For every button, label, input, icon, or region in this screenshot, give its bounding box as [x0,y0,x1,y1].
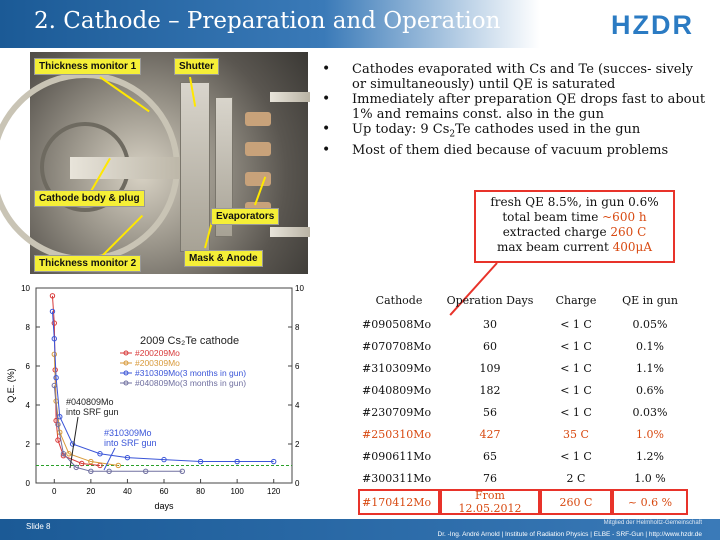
annotation-label: into SRF gun [66,407,119,417]
y-tick-label: 2 [25,440,30,449]
cell-charge: < 1 C [560,383,592,397]
y-tick-label: 10 [21,284,30,293]
bullet-list [322,62,707,158]
table-row [358,423,688,445]
cell-cathode: #170412Mo [358,489,440,515]
chart-title: 2009 Cs₂Te cathode [140,335,240,347]
table-row [358,357,688,379]
y-tick-label: 4 [25,401,30,410]
annotation-label: #040809Mo [66,397,114,407]
cell-days: 56 [483,405,497,419]
y-axis-label: Q.E. (%) [6,368,16,403]
legend-label: #200309Mo [135,358,180,368]
bullet-item: • Cathodes evaporated with Cs and Te (succes- sively or simultaneously) until QE is saturated [322,62,707,92]
y-tick-label: 8 [25,323,30,332]
label-cathode-body: Cathode body & plug [34,190,145,207]
evaporator-3 [245,172,271,186]
table-row [358,313,688,335]
label-shutter: Shutter [174,58,219,75]
x-tick-label: 120 [267,487,281,496]
slide-number: Slide 8 [26,522,51,531]
cell-charge: < 1 C [560,449,592,463]
callout-line: extracted charge 260 C [502,225,647,239]
y-tick-label-right: 0 [295,479,300,488]
cell-charge: < 1 C [560,317,592,331]
cell-qe: 0.03% [632,405,668,419]
label-evaporators: Evaporators [211,208,279,225]
bullet-item: • Most of them died because of vacuum problems [322,143,707,158]
annotation-label: #310309Mo [104,428,152,438]
cell-qe: 0.6% [636,383,664,397]
cell-charge: < 1 C [560,339,592,353]
cell-cathode: #040809Mo [362,383,432,397]
callout-line: fresh QE 8.5%, in gun 0.6% [490,195,659,209]
col-header-days: Operation Days [446,293,534,307]
bullet-item: • Up today: 9 $Cs_2Te$ cathodes used in the gun [322,122,707,143]
cell-charge: 260 C [540,489,612,515]
evaporator-2 [245,142,271,156]
legend-label: #200209Mo [135,348,180,358]
page-title: 2. Cathode – Preparation and Operation [34,8,501,34]
label-mask-anode: Mask & Anode [184,250,263,267]
x-tick-label: 40 [122,487,132,496]
cell-days: 30 [483,317,497,331]
label-thickness-monitor-1: Thickness monitor 1 [34,58,141,75]
y-tick-label: 0 [25,479,30,488]
cell-qe: ~ 0.6 % [612,489,688,515]
cell-charge: < 1 C [560,361,592,375]
x-tick-label: 100 [230,487,244,496]
table-header-row [358,287,688,313]
table-row [358,379,688,401]
hzdr-logo: HZDR [611,10,694,40]
y-tick-label-right: 8 [295,323,300,332]
cell-qe: 0.1% [636,339,664,353]
cell-days: From 12.05.2012 [440,489,540,515]
footer-credit: Dr. -Ing. André Arnold | Institute of Radiation Physics | ELBE - SRF-Gun | http://www.hzdr.de [437,531,702,538]
x-tick-label: 0 [52,487,57,496]
cell-qe: 1.1% [636,361,664,375]
cell-cathode: #090611Mo [362,449,432,463]
col-header-charge: Charge [555,293,597,307]
legend-label: #040809Mo(3 months in gun) [135,378,247,388]
y-tick-label-right: 2 [295,440,300,449]
x-tick-label: 80 [196,487,206,496]
table-row [358,335,688,357]
cell-charge: 35 C [563,427,589,441]
y-tick-label-right: 10 [295,284,304,293]
label-thickness-monitor-2: Thickness monitor 2 [34,255,141,272]
y-tick-label: 6 [25,362,30,371]
cell-charge: 2 C [566,471,586,485]
cell-cathode: #250310Mo [362,427,432,441]
table-row [358,445,688,467]
cell-days: 65 [483,449,497,463]
col-header-cathode: Cathode [375,293,423,307]
table-row [358,467,688,489]
support-rod [270,92,310,102]
cell-days: 76 [483,471,497,485]
chamber-photo [30,52,308,274]
cell-cathode: #310309Mo [362,361,432,375]
callout-line: max beam current 400μA [496,240,652,254]
annotation-label: into SRF gun [104,438,157,448]
table-row [358,401,688,423]
col-header-qe: QE in gun [622,293,678,307]
cell-days: 427 [479,427,501,441]
support-rod [270,227,310,237]
legend-label: #310309Mo(3 months in gun) [135,368,247,378]
cell-qe: 1.0 % [634,471,666,485]
cathode-table [358,287,688,515]
y-tick-label-right: 4 [295,401,300,410]
y-tick-label-right: 6 [295,362,300,371]
cell-cathode: #300311Mo [362,471,432,485]
cell-days: 60 [483,339,497,353]
cell-qe: 1.2% [636,449,664,463]
footer-org: Mitglied der Helmholtz-Gemeinschaft [603,520,702,526]
x-axis-label: days [154,501,174,511]
x-tick-label: 60 [159,487,169,496]
x-tick-label: 20 [86,487,96,496]
shutter-plate [180,82,210,252]
cell-charge: < 1 C [560,405,592,419]
cell-qe: 1.0% [636,427,664,441]
callout-box [474,190,675,263]
cell-cathode: #230709Mo [362,405,432,419]
table-row [358,489,688,515]
evaporator-1 [245,112,271,126]
cell-cathode: #070708Mo [362,339,432,353]
cell-cathode: #090508Mo [362,317,432,331]
callout-line: total beam time ~600 h [502,210,647,224]
cathode-rod [70,157,190,179]
bullet-item: • Immediately after preparation QE drops fast to about 1% and remains const. also in the gun [322,92,707,122]
cell-days: 182 [479,383,501,397]
cell-days: 109 [479,361,501,375]
qe-chart [0,278,303,516]
cell-qe: 0.05% [632,317,668,331]
